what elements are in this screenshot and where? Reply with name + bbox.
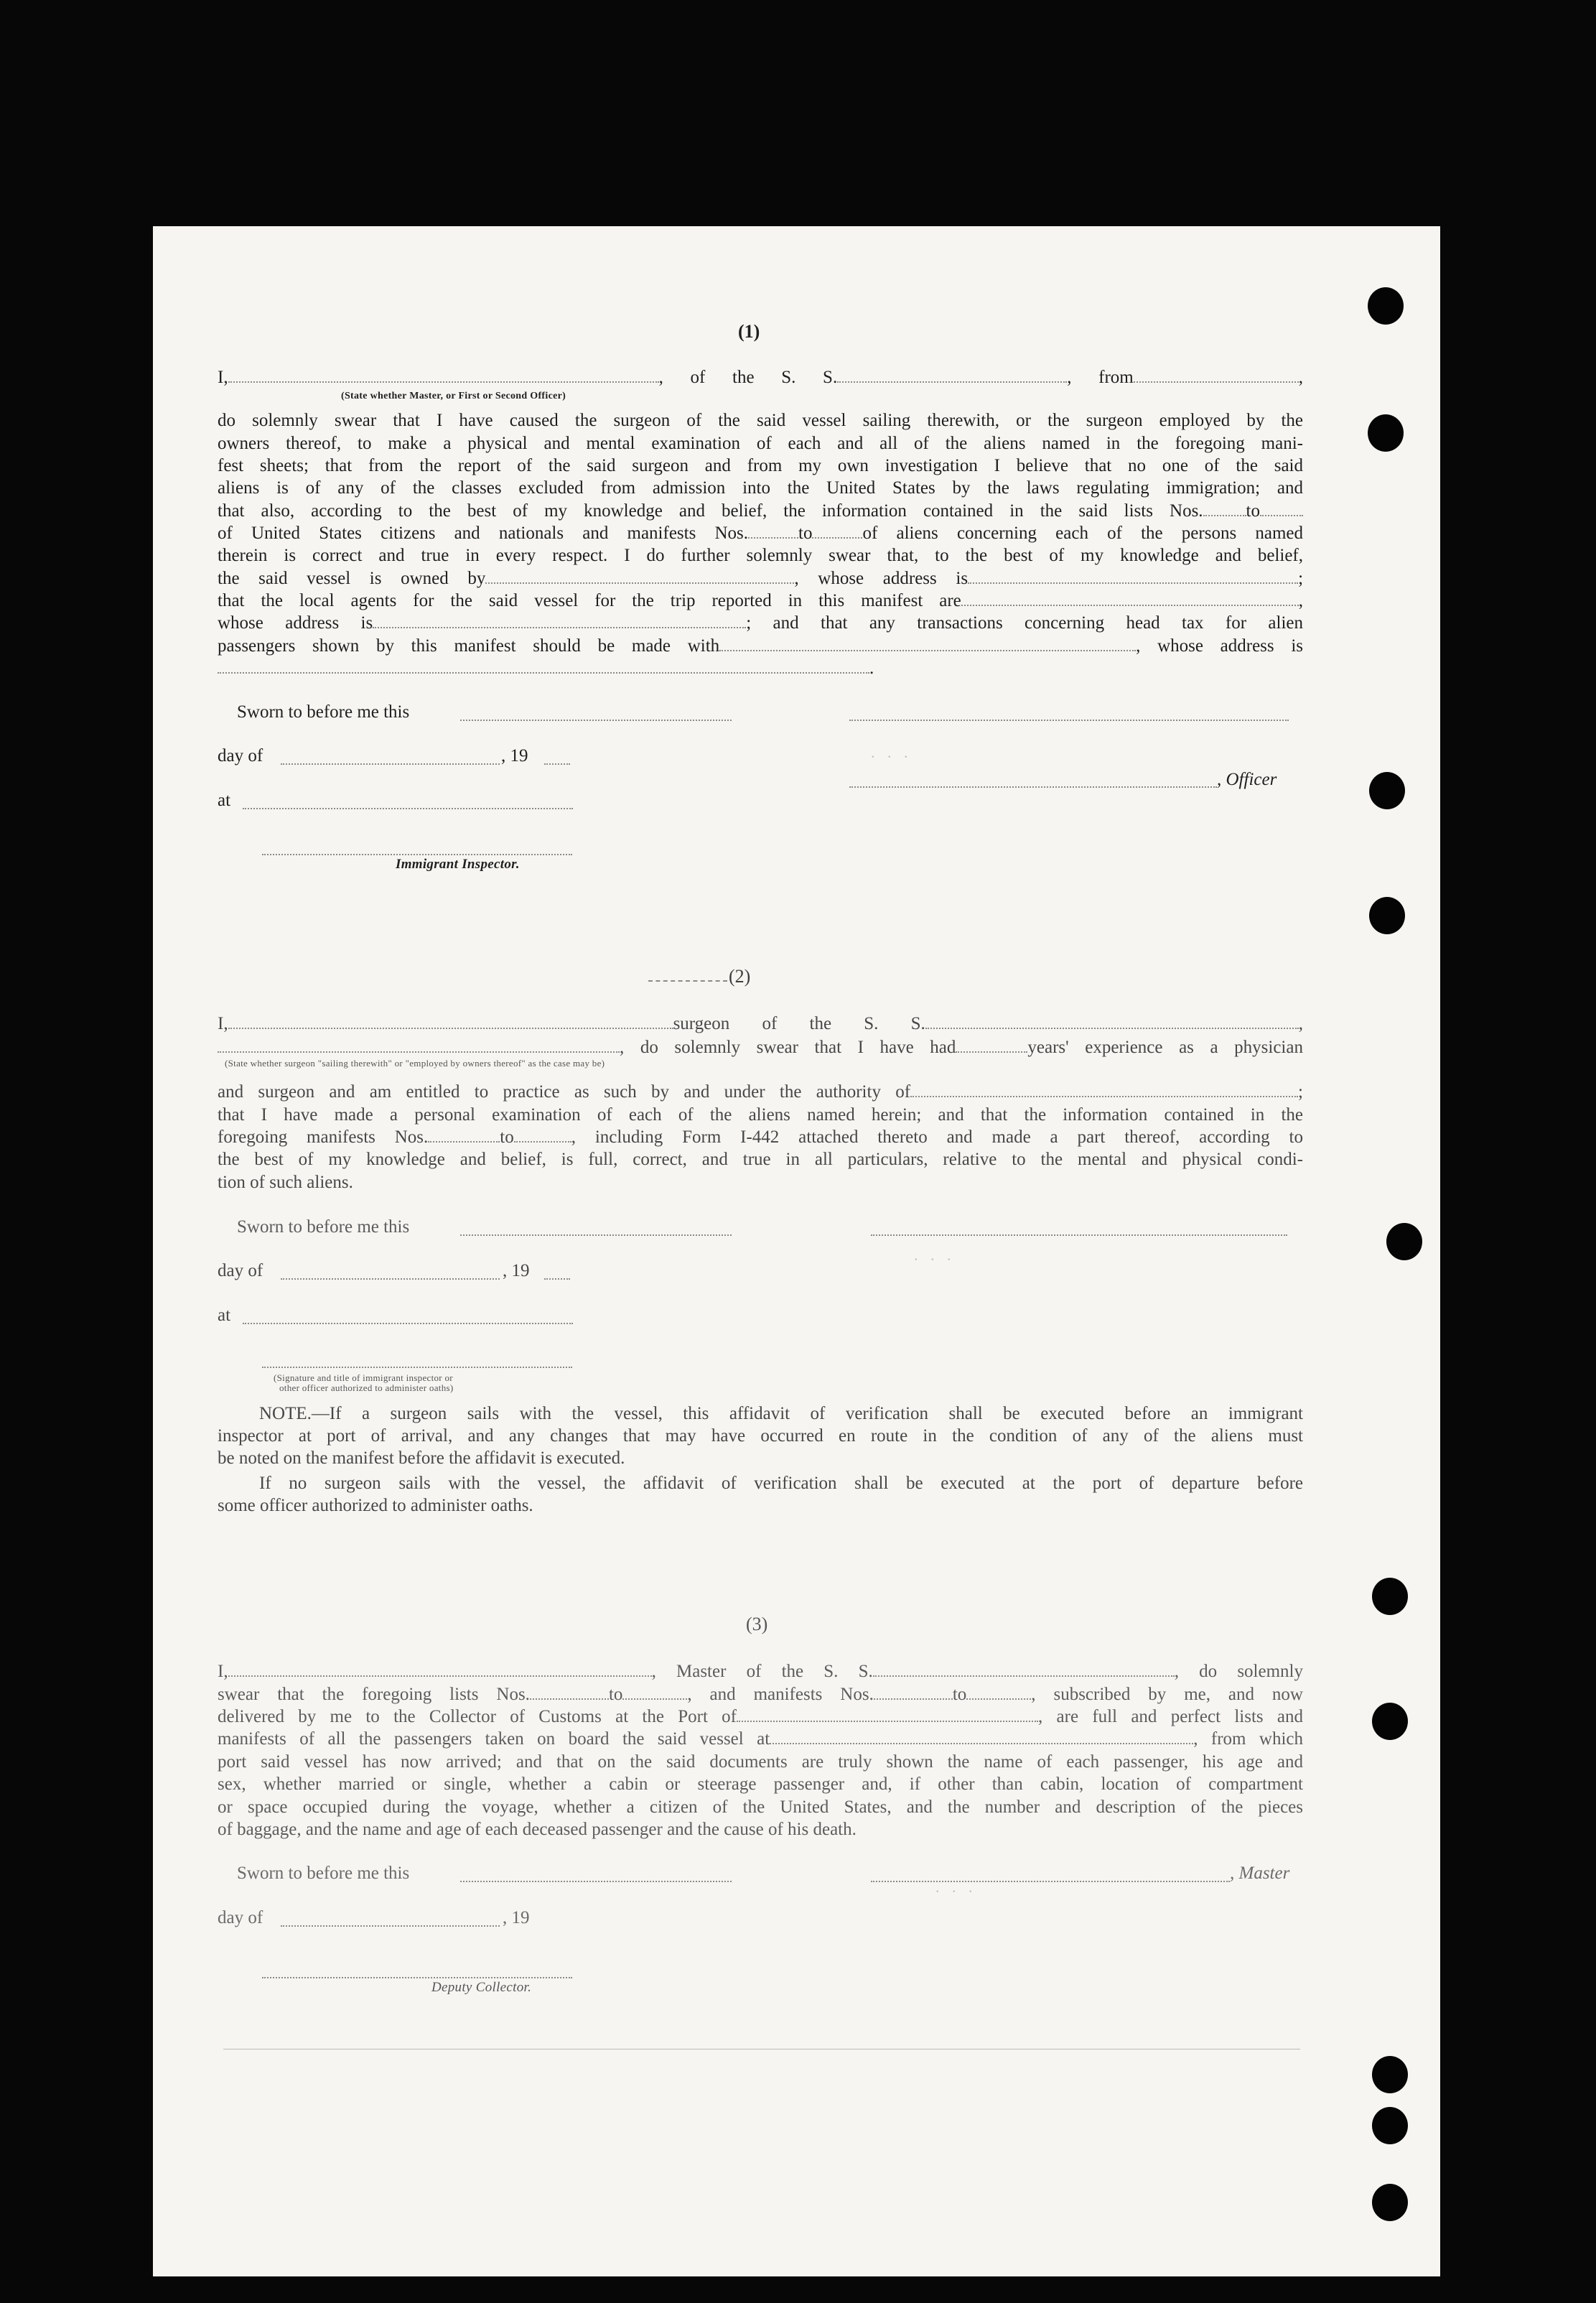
owner-address-field[interactable]: [968, 569, 1298, 584]
document-page: [153, 226, 1440, 2276]
s2-at-label: at: [218, 1306, 231, 1325]
bleed-through-mark: . . .: [871, 743, 913, 761]
vessel-name-field[interactable]: [837, 368, 1067, 383]
manifests-from-field[interactable]: [748, 524, 798, 539]
s2-day-of-label: day of: [218, 1261, 263, 1280]
s2-note-2b: some officer authorized to administer oaths.: [218, 1496, 533, 1515]
s2-note-1c: be noted on the manifest before the affidavit is executed.: [218, 1448, 625, 1468]
agents-address-field[interactable]: [373, 614, 746, 628]
s3-line-4: manifests of all the passengers taken on board the said vessel at , from which: [218, 1729, 1303, 1749]
s1-officer-label: , Officer: [1217, 770, 1277, 789]
surgeon-name-field[interactable]: [228, 1015, 673, 1029]
s3-sworn-label: Sworn to before me this: [237, 1864, 410, 1883]
punch-hole: [1372, 2107, 1408, 2144]
s1-line-1: I, , of the S. S. , from ,: [218, 368, 1303, 387]
s3-master-label: , Master: [1230, 1864, 1290, 1883]
s2-note-1a: NOTE.—If a surgeon sails with the vessel, this affidavit of verification shall be executed before an immigrant: [259, 1404, 1303, 1423]
s3-lists-to-field[interactable]: [622, 1685, 687, 1700]
s2-line-4: that I have made a personal examination of each of the aliens named herein; and that the information contained in the: [218, 1105, 1303, 1125]
s2-sworn-date-field[interactable]: [460, 1233, 732, 1236]
s1-inspector-signature-line[interactable]: [262, 852, 572, 855]
s1-sworn-label: Sworn to before me this: [237, 702, 410, 722]
punch-hole: [1386, 1223, 1422, 1260]
bleed-through-mark: . . .: [914, 1246, 956, 1264]
s3-line-7: or space occupied during the voyage, whether a citizen of the United States, and the number and description of the pieces: [218, 1797, 1303, 1817]
s3-sworn-date-field[interactable]: [460, 1879, 732, 1882]
s1-inspector-label: Immigrant Inspector.: [396, 857, 520, 872]
s1-line-11: whose address is ; and that any transactions concerning head tax for alien: [218, 613, 1303, 633]
s1-line-4: fest sheets; that from the report of the said surgeon and from my own investigation I believe that no one of the said: [218, 456, 1303, 475]
s1-caption: (State whether Master, or First or Second Officer): [341, 391, 566, 401]
s2-vessel-field[interactable]: [925, 1015, 1299, 1029]
s3-line-1: I, , Master of the S. S. , do solemnly: [218, 1662, 1303, 1681]
s3-line-3: delivered by me to the Collector of Customs at the Port of , are full and perfect lists and: [218, 1707, 1304, 1726]
s1-line-8: therein is correct and true in every respect. I do further solemnly swear that, to the best of my knowledge and belief,: [218, 546, 1303, 565]
s3-day-of-label: day of: [218, 1908, 263, 1927]
s1-line-9: the said vessel is owned by , whose address is ;: [218, 569, 1304, 588]
punch-hole: [1372, 1578, 1408, 1615]
s3-year-label: , 19: [503, 1908, 530, 1927]
s2-line-1: I, surgeon of the S. S. ,: [218, 1014, 1303, 1033]
punch-hole: [1372, 2184, 1408, 2221]
s2-manifests-to-field[interactable]: [514, 1128, 571, 1143]
s3-vessel-field[interactable]: [873, 1662, 1175, 1677]
s3-lists-from-field[interactable]: [530, 1685, 609, 1700]
s2-note-1b: inspector at port of arrival, and any changes that may have occurred en route in the condition of any of the aliens must: [218, 1426, 1303, 1446]
section-1-heading: (1): [738, 321, 760, 342]
s1-line-7: of United States citizens and nationals and manifests Nos. to of aliens concerning each of the persons named: [218, 524, 1303, 543]
port-field[interactable]: [737, 1708, 1038, 1722]
s1-line-10: that the local agents for the said vessel for the trip reported in this manifest are ,: [218, 591, 1303, 610]
s2-day-field[interactable]: [281, 1277, 500, 1280]
s2-note-2a: If no surgeon sails with the vessel, the affidavit of verification shall be executed at the port of departure before: [259, 1474, 1303, 1493]
embarkation-port-field[interactable]: [770, 1730, 1193, 1744]
s1-day-of-label: day of: [218, 746, 263, 766]
head-tax-address-field[interactable]: [218, 659, 869, 674]
s1-line-3: owners thereof, to make a physical and mental examination of each and all of the aliens named in the foregoing mani-: [218, 434, 1303, 453]
local-agents-field[interactable]: [961, 592, 1299, 606]
s1-at-label: at: [218, 791, 231, 810]
s2-line-7: tion of such aliens.: [218, 1173, 353, 1192]
head-tax-agent-field[interactable]: [719, 637, 1136, 651]
punch-hole: [1368, 414, 1404, 452]
s3-deputy-label: Deputy Collector.: [431, 1980, 532, 1995]
punch-hole: [1368, 287, 1404, 325]
punch-hole: [1369, 772, 1405, 809]
s1-year-label: , 19: [501, 746, 528, 766]
from-port-field[interactable]: [1134, 368, 1299, 383]
punch-hole: [1369, 897, 1405, 934]
s2-caption: (State whether surgeon "sailing therewith" or "employed by owners thereof" as the case may be): [225, 1058, 605, 1069]
s1-year-field[interactable]: [544, 762, 570, 765]
punch-hole: [1372, 1703, 1408, 1740]
lists-from-field[interactable]: [1203, 502, 1246, 516]
s2-sig-caption-1: (Signature and title of immigrant inspector or: [274, 1372, 453, 1383]
s2-inspector-signature-line[interactable]: [262, 1365, 572, 1368]
s1-sworn-date-field[interactable]: [460, 718, 732, 721]
s1-line-2: do solemnly swear that I have caused the surgeon of the said vessel sailing therewith, or the surgeon employed by the: [218, 411, 1303, 430]
s1-line-5: aliens is of any of the classes excluded from admission into the United States by the laws regulating immigration; and: [218, 478, 1303, 498]
s2-at-field[interactable]: [243, 1321, 573, 1324]
s2-signature-line[interactable]: [871, 1233, 1287, 1236]
s3-day-field[interactable]: [281, 1924, 500, 1927]
s1-day-field[interactable]: [281, 762, 500, 765]
s1-officer-signature-line-1[interactable]: [849, 718, 1289, 721]
officer-rank-field[interactable]: [228, 368, 659, 383]
s2-line-5: foregoing manifests Nos. to , including Form I-442 attached thereto and made a part thereof, according to: [218, 1127, 1303, 1147]
manifests-to-field[interactable]: [812, 524, 862, 539]
master-name-field[interactable]: [228, 1662, 652, 1677]
s2-sig-caption-2: other officer authorized to administer oaths): [279, 1382, 454, 1393]
s2-heading-dash: [648, 979, 727, 982]
s3-deputy-signature-line[interactable]: [262, 1976, 572, 1978]
bottom-rule: [223, 2049, 1300, 2050]
bleed-through-mark: . . .: [935, 1878, 977, 1896]
s3-line-6: sex, whether married or single, whether a cabin or steerage passenger and, if other than cabin, location of compartment: [218, 1774, 1303, 1794]
s1-line-6: that also, according to the best of my knowledge and belief, the information contained in the said lists Nos. to: [218, 500, 1303, 523]
section-2-heading: (2): [729, 966, 751, 987]
punch-hole: [1372, 2056, 1408, 2093]
s3-manifests-from-field[interactable]: [874, 1685, 953, 1700]
s3-master-signature-line[interactable]: [871, 1879, 1230, 1882]
owner-field[interactable]: [485, 569, 794, 584]
s3-line-5: port said vessel has now arrived; and that on the said documents are truly shown the name of each passenger, his age and: [218, 1752, 1303, 1772]
s3-line-8: of baggage, and the name and age of each deceased passenger and the cause of his death.: [218, 1820, 857, 1839]
s1-line-13: .: [218, 657, 1303, 680]
s2-year-field[interactable]: [544, 1277, 570, 1280]
authority-field[interactable]: [910, 1083, 1298, 1097]
surgeon-status-field[interactable]: [218, 1038, 620, 1053]
lists-to-field[interactable]: [1260, 502, 1303, 516]
s3-manifests-to-field[interactable]: [966, 1685, 1031, 1700]
s2-line-3: and surgeon and am entitled to practice as such by and under the authority of ;: [218, 1082, 1303, 1102]
s1-at-field[interactable]: [243, 806, 573, 809]
s1-line-12: passengers shown by this manifest should be made with , whose address is: [218, 636, 1303, 656]
section-3-heading: (3): [746, 1614, 768, 1634]
s2-line-2: , do solemnly swear that I have had years' experience as a physician: [218, 1036, 1303, 1059]
s2-sworn-label: Sworn to before me this: [237, 1217, 410, 1237]
s2-line-6: the best of my knowledge and belief, is full, correct, and true in all particulars, relative to the mental and physical condi-: [218, 1150, 1303, 1169]
years-experience-field[interactable]: [956, 1038, 1027, 1053]
s2-manifests-from-field[interactable]: [428, 1128, 500, 1143]
s2-year-label: , 19: [503, 1261, 530, 1280]
s1-officer-signature-line-2[interactable]: [849, 785, 1217, 788]
s3-line-2: swear that the foregoing lists Nos. to , and manifests Nos. to , subscribed by me, and now: [218, 1685, 1303, 1704]
